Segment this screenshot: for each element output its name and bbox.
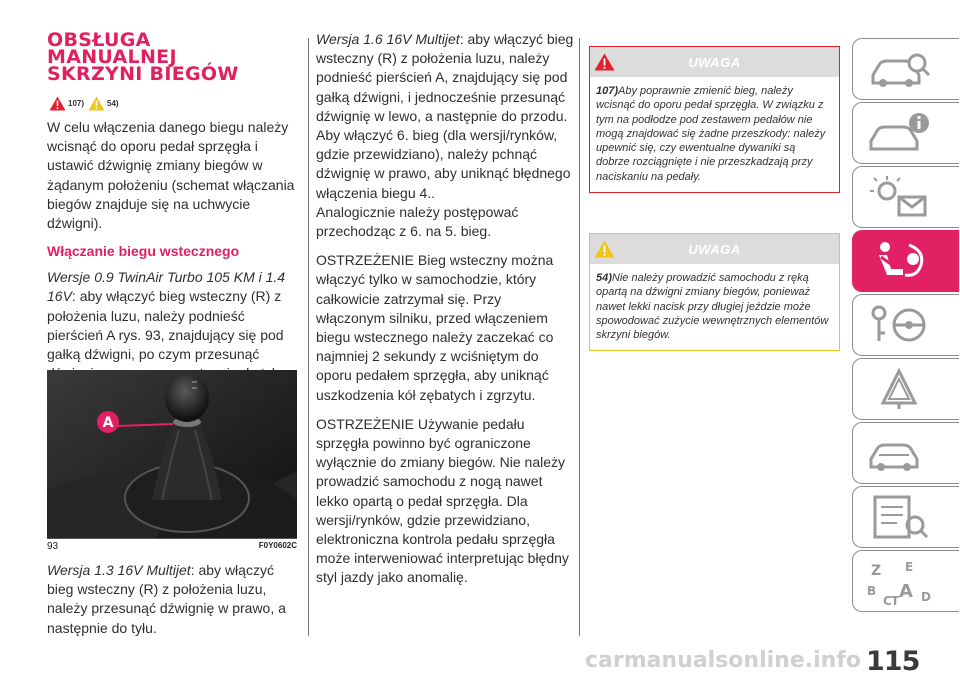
col2-warning-paragraph-1: OSTRZEŻENIE Bieg wsteczny można włączyć tylko w samochodzie, który całkowicie zatrzymał się. Przy włączonym silniku, przed włączeniem biegu wstecznego należy zaczekać co najmniej 2 sekundy z wciśniętym do oporu pedałem sprzęgła, aby uniknąć uszkodzenia kół zębatych i zgrzytu. xyxy=(316,252,554,403)
col2-warning-paragraph-2: OSTRZEŻENIE Używanie pedału sprzęgła powinno być ograniczone wyłącznie do zmiany biegów. Nie należy prowadzić samochodu z nogą nawet lekko opartą o pedał sprzęgła. Dla wersji/rynków, gdzie przewidziano, elektroniczna kontrola pedału sprzęgła może interweniować interpretując błędny styl jazdy jako anomalię. xyxy=(316,415,569,586)
seat-airbag-icon xyxy=(865,237,935,285)
reverse-gear-subheading: Włączanie biegu wstecznego xyxy=(47,243,240,260)
car-info-icon xyxy=(865,109,935,157)
watermark: carmanualsonline.info xyxy=(585,648,861,673)
car-search-icon xyxy=(865,45,935,93)
svg-text:E: E xyxy=(905,560,914,574)
reverse-gear-paragraph-2: Wersja 1.3 16V Multijet: aby włączyć bieg wsteczny (R) z położenia luzu, należy przesunąć dźwignię w prawo, a następnie do tyłu. xyxy=(47,562,286,636)
warning-box-title: UWAGA xyxy=(688,55,741,70)
roadside-emergency-icon xyxy=(865,365,935,413)
warning-box-header xyxy=(590,234,839,264)
col2-paragraph-2: Aby włączyć 6. bieg (dla wersji/rynków, gdzie przewidziano), należy pchnąć dźwignię w prawo, aby uniknąć błędnego włączenia biegu 4.. xyxy=(316,127,571,201)
warning-box-title: UWAGA xyxy=(688,242,741,257)
warning-lights-icon xyxy=(865,173,935,221)
column-2 xyxy=(316,30,574,588)
key-steering-icon xyxy=(865,301,935,349)
section-heading: OBSŁUGA MANUALNEJ SKRZYNI BIEGÓW xyxy=(47,29,239,85)
tab-emergency[interactable] xyxy=(852,358,959,420)
tab-technical-data[interactable] xyxy=(852,486,959,548)
column-divider-1 xyxy=(308,38,309,636)
svg-text:T: T xyxy=(891,594,900,607)
svg-text:D: D xyxy=(921,590,931,604)
svg-text:Z: Z xyxy=(871,563,882,579)
figure-number: 93 xyxy=(47,541,59,552)
gear-lever-illustration xyxy=(47,370,297,538)
tab-maintenance[interactable] xyxy=(852,422,959,484)
tab-car-info[interactable] xyxy=(852,102,959,164)
tab-warning-lights[interactable] xyxy=(852,166,959,228)
tab-car-overview[interactable] xyxy=(852,38,959,100)
column-1 xyxy=(47,118,297,383)
column-divider-2 xyxy=(579,38,580,636)
ref-54[interactable]: 54) xyxy=(107,98,119,108)
warning-box-text: 54)Nie należy prowadzić samochodu z ręką opartą na dźwigni zmiany biegów, ponieważ nawet lekki nacisk przy długiej jeździe może spowodować zużycie wewnętrznych elementów skrzyni biegów. xyxy=(596,272,829,342)
page-number: 115 xyxy=(866,646,920,677)
figure-caption xyxy=(47,538,297,553)
index-letters-icon xyxy=(865,557,945,607)
svg-text:C: C xyxy=(883,594,892,607)
warning-box-text: 107)Aby poprawnie zmienić bieg, należy wcisnąć do oporu pedał sprzęgła. W związku z tym na podłodze pod zestawem pedałów nie mogą znajdować się żadne przeszkody: należy upewnić się, czy ewentualne dywaniki są dobrze rozciągnięte i nie przeszkadzają przy naciskaniu na pedały. xyxy=(596,85,826,183)
tab-starting-driving[interactable] xyxy=(852,294,959,356)
car-maintenance-icon xyxy=(865,429,935,477)
tab-index[interactable] xyxy=(852,550,959,612)
intro-paragraph: W celu włączenia danego biegu należy wcisnąć do oporu pedał sprzęgła i ustawić dźwignię zmiany biegów w żądanym położeniu (schemat włączania biegów znajduje się na uchwycie dźwigni). xyxy=(47,119,295,232)
col2-paragraph-3: Analogicznie należy postępować przechodząc z 6. na 5. bieg. xyxy=(316,203,519,240)
red-warning-icon xyxy=(49,96,66,111)
technical-data-icon xyxy=(865,493,935,541)
figure-code: F0Y0602C xyxy=(258,541,297,550)
column-1-bottom xyxy=(47,561,297,638)
ref-107[interactable]: 107) xyxy=(68,98,85,108)
yellow-warning-icon xyxy=(88,96,105,111)
warning-box-107 xyxy=(589,46,840,193)
figure-gear-lever xyxy=(47,370,297,538)
svg-text:B: B xyxy=(867,584,877,598)
warning-refs xyxy=(49,93,123,113)
warning-box-header xyxy=(590,47,839,77)
figure-label-a: A xyxy=(102,415,114,431)
tab-safety[interactable] xyxy=(852,230,959,292)
reverse-gear-paragraph-1: Wersje 0.9 TwinAir Turbo 105 KM i 1.4 16V: aby włączyć bieg wsteczny (R) z położenia luzu, należy podnieść pierścień A rys. 93, znajdujący się pod gałką dźwigni, po czym przesunąć xyxy=(47,269,286,363)
svg-text:A: A xyxy=(899,581,913,602)
col2-paragraph-1: Wersja 1.6 16V Multijet: aby włączyć bieg wsteczny (R) z położenia luzu, należy podnieść pierścień A, znajdujący się pod gałką dźwigni, i jednocześnie przesunąć dźwignię w lewo, a następnie do przodu. xyxy=(316,31,574,124)
warning-box-54 xyxy=(589,233,840,351)
